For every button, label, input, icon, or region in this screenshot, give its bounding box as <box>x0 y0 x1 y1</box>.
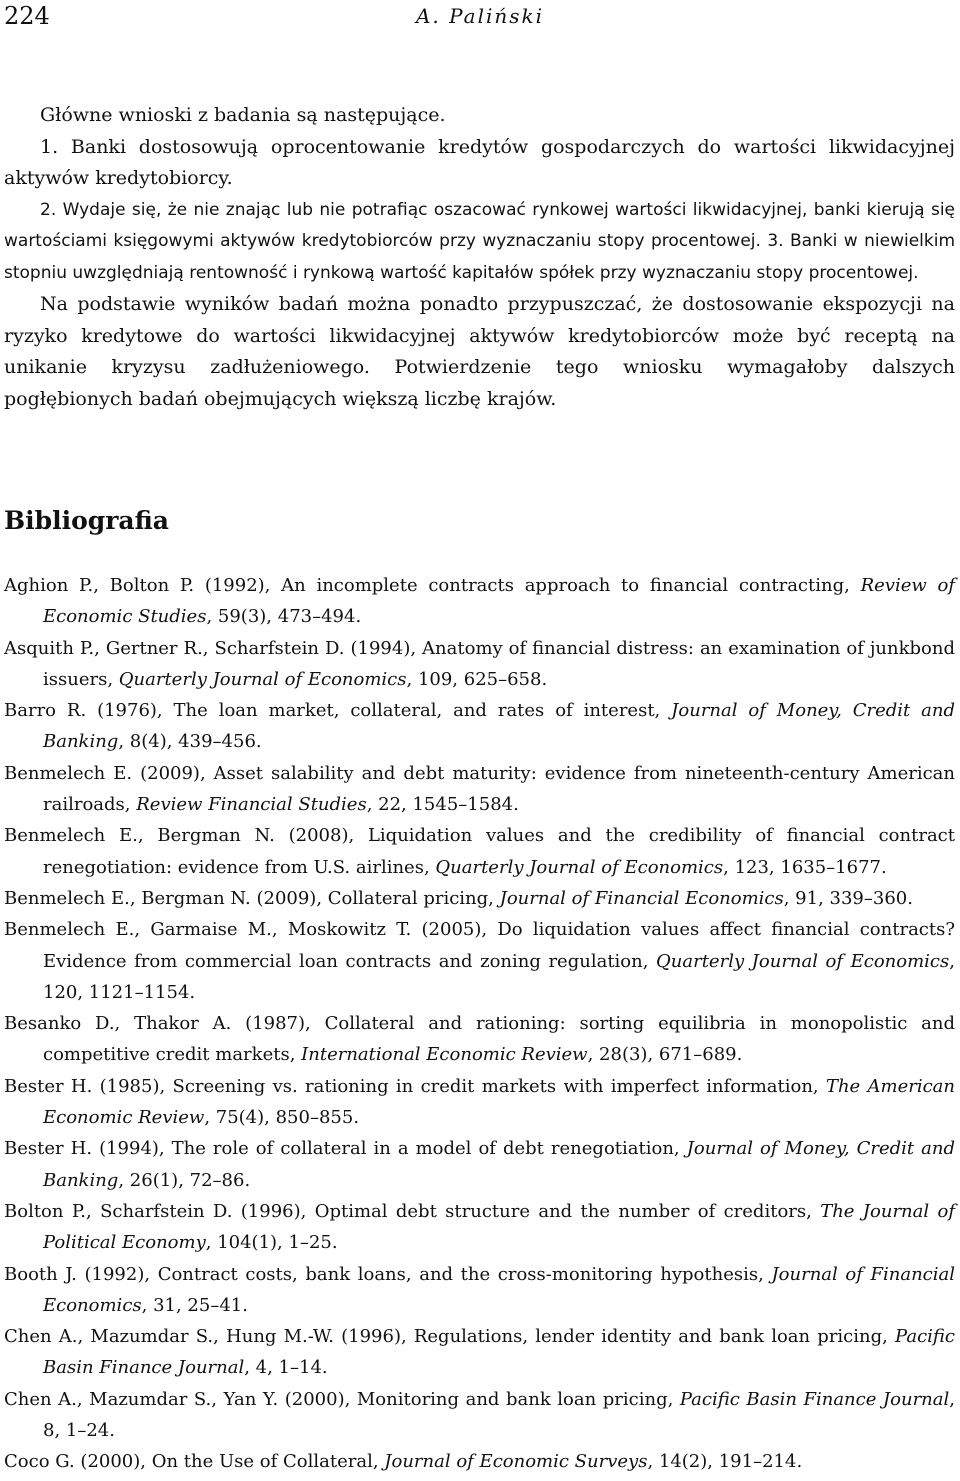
entry-authors-title: Asquith P., Gertner R., Scharfstein D. (1994), Anatomy of financial distress: an examination of junkbond issuers, <box>4 637 955 690</box>
bibliography-entry <box>4 914 955 1008</box>
entry-journal: Journal of Money, Credit and Banking <box>43 700 955 753</box>
entry-authors-title: Bester H. (1985), Screening vs. rationing in credit markets with imperfect information, <box>4 1075 826 1097</box>
conclusions-intro: Główne wnioski z badania są następujące. <box>40 104 446 126</box>
entry-journal: Journal of Financial Economics <box>43 1263 956 1316</box>
entry-authors-title: Benmelech E., Bergman N. (2008), Liquidation values and the credibility of financial contract renegotiation: evidence from U.S. airlines, <box>4 825 955 878</box>
entry-volume-pages: , 59(3), 473–494. <box>206 606 362 628</box>
entry-authors-title: Chen A., Mazumdar S., Hung M.-W. (1996), Regulations, lender identity and bank loan pricing, <box>4 1326 896 1348</box>
bibliography-entry <box>4 1008 955 1071</box>
entry-journal: Quarterly Journal of Economics <box>435 856 724 878</box>
entry-volume-pages: , 26(1), 72–86. <box>118 1169 251 1191</box>
entry-volume-pages: , 91, 339–360. <box>783 887 913 909</box>
entry-volume-pages: , 109, 625–658. <box>406 668 548 690</box>
entry-journal: The Journal of Political Economy <box>43 1200 955 1254</box>
page-number: 224 <box>4 2 50 30</box>
entry-journal: Pacific Basin Finance Journal <box>679 1388 950 1410</box>
bibliography-entry <box>4 1321 955 1384</box>
bibliography-entry <box>4 695 955 758</box>
bibliography-entry <box>4 1133 955 1196</box>
entry-journal: Review Financial Studies <box>136 794 367 816</box>
entry-volume-pages: , 28(3), 671–689. <box>587 1044 743 1066</box>
entry-authors-title: Benmelech E. (2009), Asset salability and debt maturity: evidence from nineteenth-century American railroads, <box>4 762 955 816</box>
entry-authors-title: Barro R. (1976), The loan market, collateral, and rates of interest, <box>4 700 672 722</box>
item-text: Banki w niewielkim stopniu uwzględniają rentowność i rynkową wartość kapitałów spółek przy wyznaczaniu stopy procentowej. <box>4 231 956 283</box>
entry-journal: Quarterly Journal of Economics <box>118 668 407 690</box>
entry-journal: Journal of Money, Credit and Banking <box>43 1138 955 1191</box>
bibliography-heading: Bibliografia <box>4 506 170 535</box>
entry-authors-title: Aghion P., Bolton P. (1992), An incomplete contracts approach to financial contracting, <box>4 575 861 596</box>
entry-authors-title: Bolton P., Scharfstein D. (1996), Optimal debt structure and the number of creditors, <box>4 1200 821 1222</box>
entry-authors-title: Benmelech E., Garmaise M., Moskowitz T. (2005), Do liquidation values affect financial contracts? Evidence from commercial loan contracts and zoning regulation, <box>4 919 955 972</box>
entry-journal: International Economic Review <box>301 1044 588 1066</box>
page-header <box>0 0 960 34</box>
entry-volume-pages: , 22, 1545–1584. <box>366 794 519 816</box>
entry-volume-pages: , 14(2), 191–214. <box>647 1451 803 1473</box>
entry-volume-pages: , 123, 1635–1677. <box>723 856 887 878</box>
entry-journal: Journal of Financial Economics <box>499 887 784 909</box>
entry-journal: The American Economic Review <box>43 1075 955 1129</box>
bibliography-entry <box>4 570 955 633</box>
entry-authors-title: Bester H. (1994), The role of collateral in a model of debt renegotiation, <box>4 1138 687 1160</box>
entry-authors-title: Coco G. (2000), On the Use of Collateral, <box>4 1451 385 1473</box>
entry-volume-pages: , 8, 1–24. <box>43 1388 955 1442</box>
entry-journal: Journal of Economic Surveys <box>384 1451 648 1473</box>
entry-volume-pages: , 104(1), 1–25. <box>205 1232 338 1254</box>
entry-authors-title: Chen A., Mazumdar S., Yan Y. (2000), Monitoring and bank loan pricing, <box>4 1388 680 1410</box>
entry-journal: Quarterly Journal of Economics <box>656 950 950 972</box>
entry-volume-pages: , 4, 1–14. <box>244 1357 328 1379</box>
bibliography-entry <box>4 820 955 883</box>
bibliography-entry <box>4 758 955 821</box>
item-number: 1. <box>40 135 59 158</box>
bibliography-entry <box>4 633 955 696</box>
bibliography-entry <box>4 1071 955 1134</box>
entry-authors-title: Besanko D., Thakor A. (1987), Collateral and rationing: sorting equilibria in monopolistic and competitive credit markets, <box>4 1013 955 1066</box>
bibliography-entry <box>4 883 955 914</box>
bibliography-entry <box>4 1259 955 1322</box>
entry-volume-pages: , 31, 25–41. <box>141 1294 248 1316</box>
entry-journal: Review of Economic Studies <box>43 575 956 628</box>
bibliography-entry <box>4 1196 955 1259</box>
item-number: 3. <box>760 231 784 251</box>
conclusions-section <box>4 100 955 415</box>
entry-journal: Pacific Basin Finance Journal <box>43 1326 955 1379</box>
running-head: A. Paliński <box>415 4 545 28</box>
entry-volume-pages: , 120, 1121–1154. <box>43 950 955 1003</box>
entry-volume-pages: , 8(4), 439–456. <box>118 731 262 753</box>
entry-authors-title: Benmelech E., Bergman N. (2009), Collateral pricing, <box>4 887 500 909</box>
bibliography-entry <box>4 1384 955 1447</box>
entry-authors-title: Booth J. (1992), Contract costs, bank loans, and the cross-monitoring hypothesis, <box>4 1263 772 1285</box>
item-text: Banki dostosowują oprocentowanie kredytów gospodarczych do wartości likwidacyjnej aktywów kredytobiorcy. <box>4 135 955 189</box>
item-text: Wydaje się, że nie znając lub nie potrafiąc oszacować rynkowej wartości likwidacyjnej, banki kierują się wartościami księgowymi aktywów kredytobiorców przy wyznaczaniu stopy procentowej. <box>4 199 955 251</box>
bibliography-list <box>4 570 955 1478</box>
conclusion-item-1 <box>4 132 955 195</box>
entry-volume-pages: , 75(4), 850–855. <box>204 1107 360 1129</box>
bibliography-entry <box>4 1446 955 1477</box>
conclusions-paragraph: Na podstawie wyników badań można ponadto przypuszczać, że dostosowanie ekspozycji na ryzyko kredytowe do wartości likwidacyjnej aktywów kredytobiorców może być receptą na unikanie kryzysu zadłużeniowego. Potwierdzenie tego wniosku wymagałoby dalszych pogłębionych badań obejmujących większą liczbę krajów. <box>4 293 955 410</box>
conclusion-item-2-3 <box>4 195 955 290</box>
item-number: 2. <box>40 199 57 220</box>
